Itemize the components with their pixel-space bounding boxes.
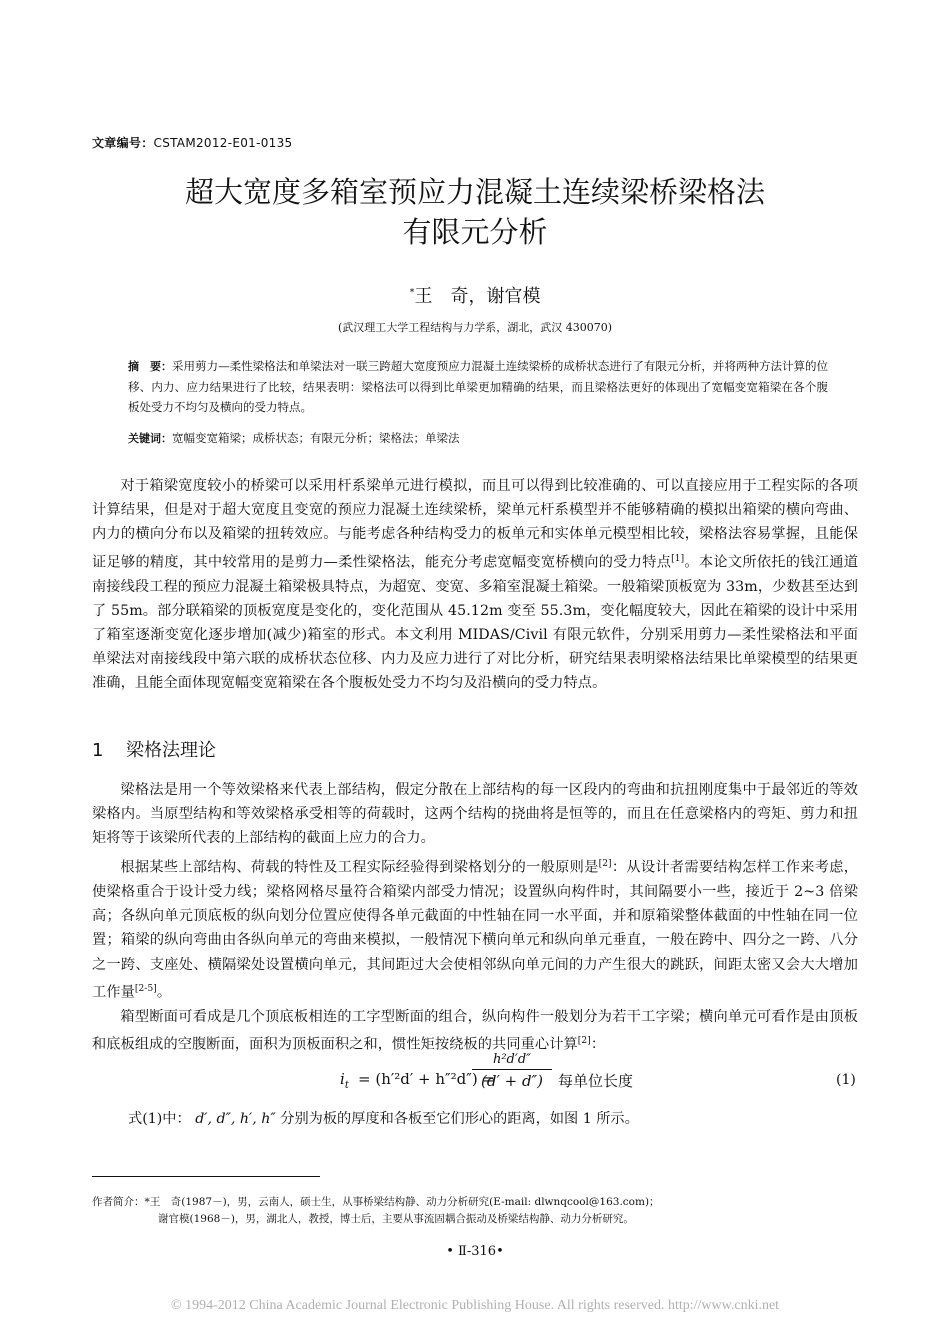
- keywords-text: 宽幅变宽箱梁；成桥状态；有限元分析；梁格法；单梁法: [172, 431, 460, 445]
- article-number: [92, 134, 292, 151]
- section-p3-text-b: ：: [590, 1036, 606, 1053]
- copyright-watermark: © 1994-2012 China Academic Journal Electronic Publishing House. All rights reserved. http://www.cnki.net: [170, 1298, 780, 1313]
- corresponding-mark: *: [409, 287, 415, 298]
- intro-paragraph: [92, 474, 858, 696]
- section-title: 梁格法理论: [126, 740, 216, 761]
- paper-title-line2: 有限元分析: [402, 215, 548, 249]
- section-p2-text-c: 。: [156, 984, 172, 1001]
- section-paragraph-3: [92, 1005, 858, 1057]
- footnote-line-2: 谢官模(1968－)，男，湖北人，教授，博士后，主要从事流固耦合振动及桥梁结构静、动力分析研究。: [158, 1213, 634, 1225]
- section-p3-text-a: 箱型断面可看成是几个顶底板相连的工字型断面的组合，纵向构件一般划分为若干工字梁；横向单元可看作是由顶板和底板组成的空腹断面，面积为顶板面积之和，惯性矩按绕板的共同重心计算: [92, 1009, 858, 1053]
- abstract: [128, 356, 828, 417]
- article-number-value: CSTAM2012-E01-0135: [153, 136, 293, 150]
- footnote-divider: [92, 1176, 320, 1177]
- abstract-text: 采用剪力—柔性梁格法和单梁法对一联三跨超大宽度预应力混凝土连续梁桥的成桥状态进行了有限元分析，并将两种方法计算的位移、内力、应力结果进行了比较，结果表明：梁格法可以得到比单梁更加精确的结果，而且梁格法更好的体现出了宽幅变宽箱梁在各个腹板处受力不均匀及横向的受力特点。: [128, 359, 829, 414]
- author-list: [0, 282, 950, 308]
- section-number: 1: [92, 740, 104, 761]
- author-names: 王 奇，谢官模: [414, 286, 541, 307]
- keywords-label: 关键词：: [128, 432, 172, 445]
- keywords: [128, 428, 828, 449]
- explanation-vars: d′, d″, h′, h″: [195, 1111, 276, 1127]
- intro-text-a: 对于箱梁宽度较小的桥梁可以采用杆系梁单元进行模拟，而且可以得到比较准确的、可以直接应用于工程实际的各项计算结果，但是对于超大宽度且变宽的预应力混凝土连续梁桥，梁单元杆系模型并不能够精确的模拟出箱梁的横向弯曲、内力的横向分布以及箱梁的扭转效应。与能考虑各种结构受力的板单元和实体单元模型相比较，梁格法容易掌握，且能保证足够的精度，其中较常用的是剪力—柔性梁格法，能充分考虑宽幅变宽桥横向的受力特点: [92, 478, 858, 571]
- citation-ref: [1]: [671, 553, 685, 564]
- equation-middle: = (h′²d′ + h″²d″) =: [358, 1070, 496, 1088]
- citation-ref: [2-5]: [134, 983, 157, 994]
- fraction-denominator: (d′ + d″): [480, 1072, 544, 1090]
- section-paragraph-1: 梁格法是用一个等效梁格来代表上部结构，假定分散在上部结构的每一区段内的弯曲和抗扭刚度集中于最邻近的等效梁格内。当原型结构和等效梁格承受相等的荷载时，这两个结构的挠曲将是恒等的，而且在任意梁格内的弯矩、剪力和扭矩将等于该梁所代表的上部结构的截面上应力的合力。: [92, 782, 858, 847]
- equation-number: (1): [836, 1072, 856, 1088]
- abstract-label: 摘 要：: [128, 360, 173, 373]
- footnote-line-1: 作者简介：*王 奇(1987－)，男，云南人，硕士生，从事桥梁结构静、动力分析研究(E-mail: dlwnqcool@163.com)；: [92, 1196, 660, 1208]
- section-paragraph-2: [92, 852, 858, 1005]
- equation-lhs: [340, 1070, 349, 1091]
- intro-text-b: 。本论文所依托的钱江通道南接线段工程的预应力混凝土箱梁极具特点，为超宽、变宽、多箱室混凝土箱梁。一般箱梁顶板宽为 33m，少数甚至达到了 55m。部分联箱梁的顶板宽度是变化的，变化范围从 45.12m 变至 55.3m，变化幅度较大，因此在箱梁的设计中采用了箱室逐渐变宽化逐步增加(减少)箱室的形式。本文利用 MIDAS/Civil 有限元软件，分别采用剪力—柔性梁格法和平面单梁法对南接线段中第六联的成桥状态位移、内力及应力进行了对比分析，研究结果表明梁格法结果比单梁模型的结果更准确，且能全面体现宽幅变宽箱梁在各个腹板处受力不均匀及沿横向的受力特点。: [92, 554, 858, 692]
- section-heading: [92, 736, 216, 762]
- section-p2-text-b: ：从设计者需要结构怎样工作来考虑，使梁格重合于设计受力线；梁格网格尽量符合箱梁内部受力情况；设置纵向构件时，其间隔要小一些，接近于 2~3 倍梁高；各纵向单元顶底板的纵向划分位置应使得各单元截面的中性轴在同一水平面，并和原箱梁整体截面的中性轴在同一位置；箱梁的纵向弯曲由各纵向单元的弯曲来模拟，一般情况下横向单元和纵向单元垂直，一般在跨中、四分之一跨、八分之一跨、支座处、横隔梁处设置横向单元，其间距过大会使相邻纵向单元间的力产生很大的跳跃，间距太密又会大大增加工作量: [92, 859, 858, 1001]
- section-p2-text-a: 根据某些上部结构、荷载的特性及工程实际经验得到梁格划分的一般原则是: [120, 859, 599, 876]
- equation-lhs-var: i: [340, 1070, 345, 1088]
- paper-title-line1: 超大宽度多箱室预应力混凝土连续梁桥梁格法: [184, 175, 765, 209]
- explanation-prefix: 式(1)中：: [128, 1111, 191, 1127]
- equation-fraction: [472, 1052, 552, 1090]
- equation-1: [340, 1052, 760, 1104]
- fraction-numerator: h²d′d″: [472, 1052, 552, 1070]
- equation-lhs-sub: t: [344, 1080, 349, 1091]
- citation-ref: [2]: [598, 859, 612, 869]
- equation-explanation: [128, 1108, 639, 1128]
- explanation-suffix: 分别为板的厚度和各板至它们形心的距离，如图 1 所示。: [280, 1111, 639, 1127]
- affiliation: (武汉理工大学工程结构与力学系，湖北，武汉 430070): [337, 321, 613, 334]
- article-number-label: 文章编号：: [92, 136, 154, 150]
- page-number: • Ⅱ-316•: [446, 1244, 504, 1259]
- equation-unit: 每单位长度: [558, 1072, 634, 1090]
- citation-ref: [2]: [577, 1036, 591, 1047]
